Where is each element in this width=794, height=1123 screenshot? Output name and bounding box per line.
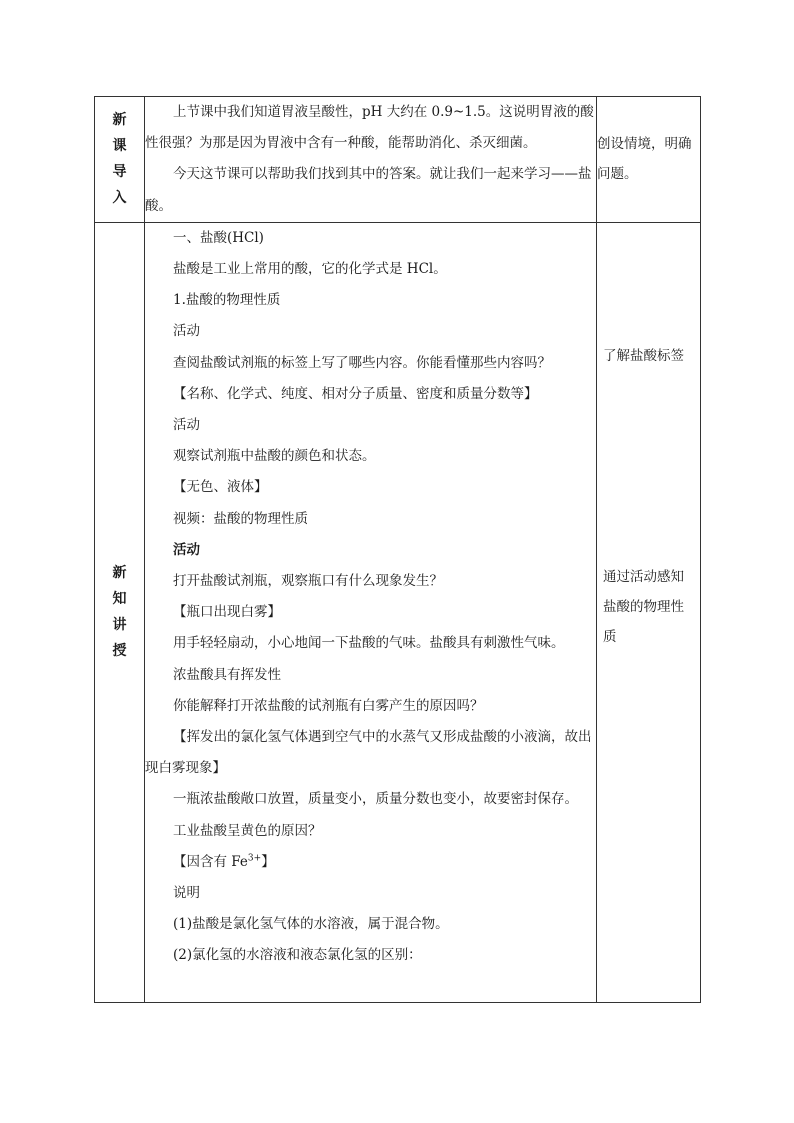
answer-line: 【瓶口出现白雾】 <box>173 604 281 621</box>
intro-paragraph: 今天这节课可以帮助我们找到其中的答案。就让我们一起来学习——盐酸。 <box>145 166 592 214</box>
text-line: 一瓶浓盐酸敞口放置，质量变小，质量分数也变小，故要密封保存。 <box>173 791 578 808</box>
activity-label: 活动 <box>173 417 200 434</box>
teach-content <box>145 222 597 1002</box>
text-line: 打开盐酸试剂瓶，观察瓶口有什么现象发生？ <box>173 573 443 590</box>
text-line: 查阅盐酸试剂瓶的标签上写了哪些内容。你能看懂那些内容吗？ <box>173 354 551 371</box>
note-activity: 通过活动感知盐酸的物理性质 <box>603 568 684 645</box>
charge-superscript: 3+ <box>247 853 262 864</box>
answer-line: 【无色、液体】 <box>173 479 268 496</box>
intro-content <box>145 97 597 223</box>
subsection-heading: 1.盐酸的物理性质 <box>173 292 281 309</box>
teach-row <box>95 222 701 1002</box>
answer-line: 【因含有 $Fe^{3+}$】 <box>173 853 275 870</box>
text-line: 盐酸是工业上常用的酸，它的化学式是 HCl。 <box>173 261 447 278</box>
activity-label: 活动 <box>173 541 200 558</box>
text-line: 观察试剂瓶中盐酸的颜色和状态。 <box>173 448 376 465</box>
teach-notes <box>597 222 701 1002</box>
section-label-intro: 新 课 导 入 <box>95 97 145 223</box>
text-line: 用手轻轻扇动，小心地闻一下盐酸的气味。盐酸具有刺激性气味。 <box>173 635 565 652</box>
text-line: 浓盐酸具有挥发性 <box>173 666 281 683</box>
answer-line: 【挥发出的氯化氢气体遇到空气中的水蒸气又形成盐酸的小液滴，故出现白雾现象】 <box>145 729 592 777</box>
activity-label: 活动 <box>173 323 200 340</box>
text-line: (2)氯化氢的水溶液和液态氯化氢的区别： <box>173 947 422 964</box>
section-label-teach: 新 知 讲 授 <box>95 222 145 1002</box>
video-line: 视频：盐酸的物理性质 <box>173 510 308 527</box>
intro-paragraph: 上节课中我们知道胃液呈酸性，pH 大约在 0.9~1.5。这说明胃液的酸性很强？为那是因为胃液中含有一种酸，能帮助消化、杀灭细菌。 <box>145 104 594 152</box>
text-line: (1)盐酸是氯化氢气体的水溶液，属于混合物。 <box>173 916 449 933</box>
intro-note: 创设情境，明确问题。 <box>597 97 701 223</box>
note-label: 了解盐酸标签 <box>603 347 684 364</box>
text-line: 你能解释打开浓盐酸的试剂瓶有白雾产生的原因吗？ <box>173 697 484 714</box>
lesson-plan-table <box>94 96 701 1003</box>
section-heading: 一、盐酸(HCl) <box>173 229 264 246</box>
text-line: 说明 <box>173 885 200 902</box>
intro-row <box>95 97 701 223</box>
text-line: 工业盐酸呈黄色的原因？ <box>173 822 322 839</box>
answer-line: 【名称、化学式、纯度、相对分子质量、密度和质量分数等】 <box>173 385 538 402</box>
